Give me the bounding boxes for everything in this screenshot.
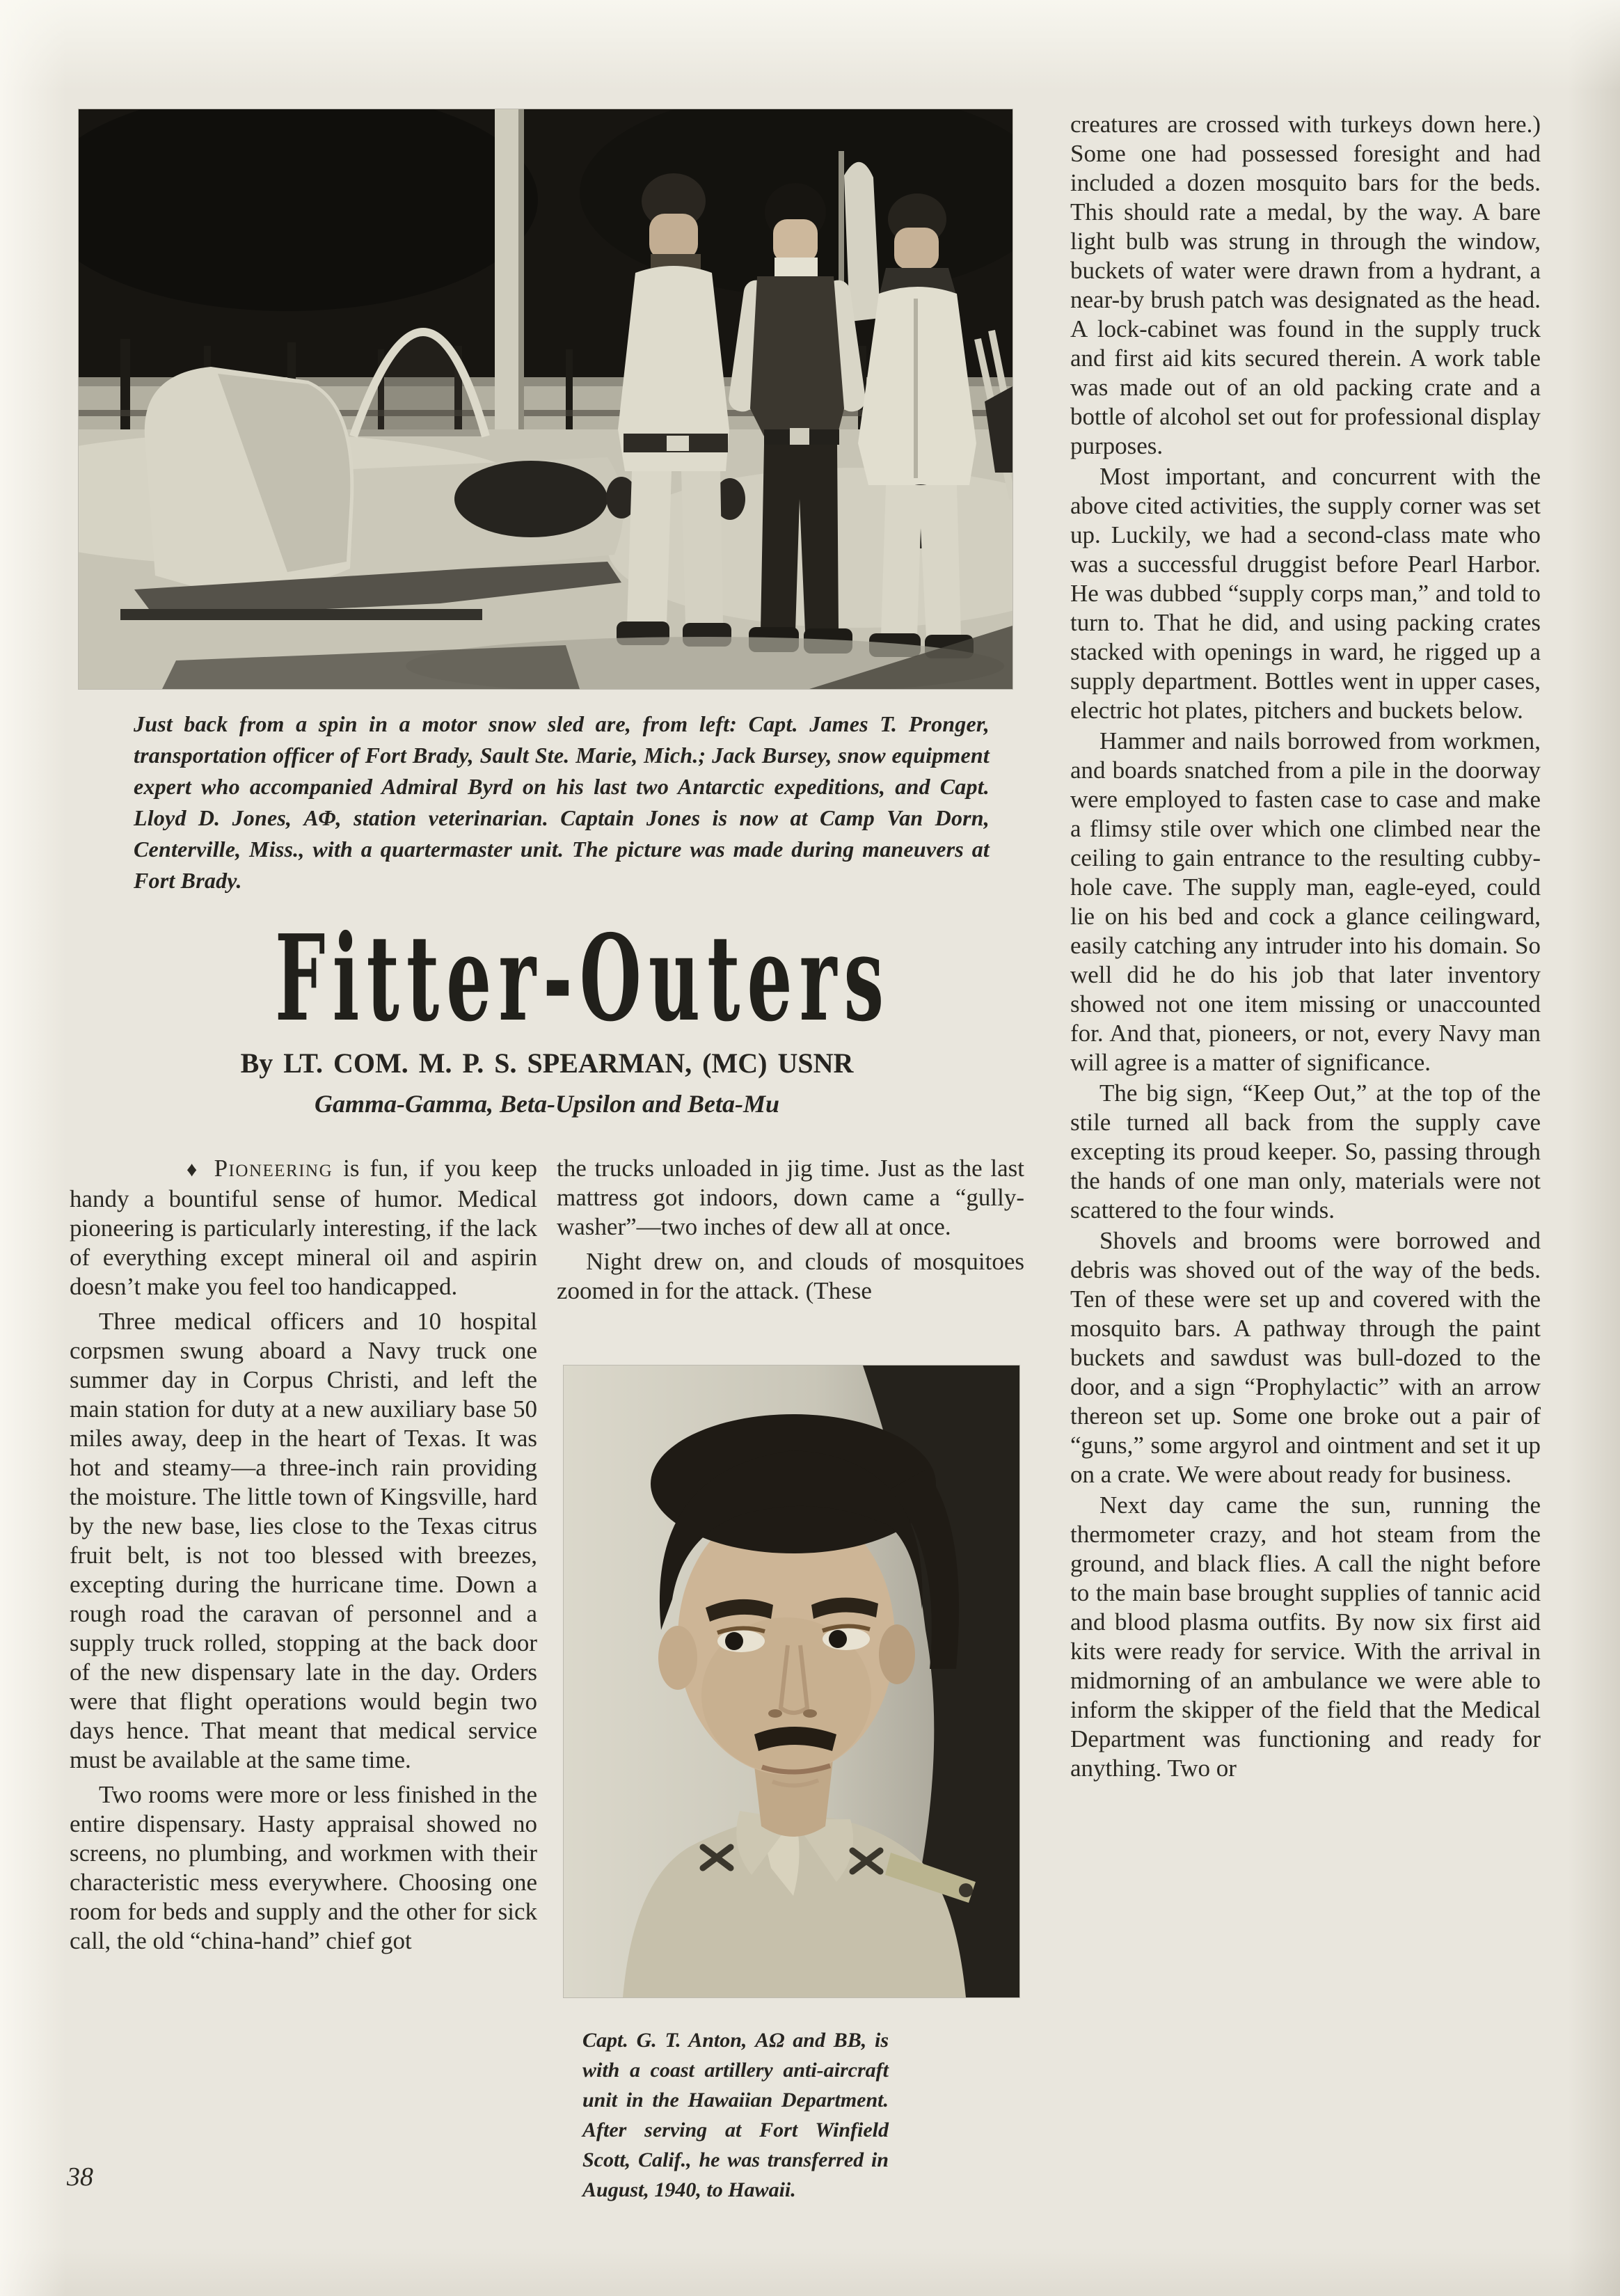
body-paragraph: creatures are crossed with turkeys down here.) Some one had possessed foresight and had included a dozen mosquito bars for the beds. This should rate a medal, by the way. A bare light bulb was strung in through the window, buckets of water were drawn from a hydrant, a near-by brush patch was designated as the head. A lock-cabinet was found in the supply truck and first aid kits secured therein. A work table was made out of an old packing crate and a bottle of alcohol set out for professional display purposes. [1070,111,1541,459]
page-number: 38 [67,2162,93,2192]
byline: By LT. COM. M. P. S. SPEARMAN, (MC) USNR [240,1047,854,1079]
body-paragraph: Next day came the sun, running the thermometer crazy, and hot steam from the ground, and black flies. A call the night before to the main base brought supplies of tannic acid and blood plasma outfits. By now six first aid kits were ready for service. With the arrival in midmorning of an ambulance we were able to inform the skipper of the field that the Medical Department was functioning and ready for anything. Two or [1070,1491,1541,1782]
masthead [70,909,1024,1118]
lead-text: is fun, if you keep handy a bountiful sense of humor. Medical pioneering is particularly interesting, if the lack of everything except mineral oil and aspirin doesn’t make you feel too handicapped. [70,1155,537,1300]
article-title: Fitter-Outers [275,909,891,1048]
snow-sled-photo [79,109,1012,689]
snow-sled-photo-illustration [79,109,1012,689]
left-column [70,1154,537,1956]
portrait-illustration [564,1365,1019,1997]
body-paragraph: Shovels and brooms were borrowed and debris was shoved out of the way of the beds. Ten of these were set up and covered with the mosquito bars. A pathway through the paint buckets and sawdust was bull-dozed to the door, and a sign “Prophylactic” with an arrow thereon set up. Some one broke out a pair of “guns,” some argyrol and ointment and set it up on a crate. We were about ready for business. [1070,1227,1541,1488]
chapter-designations: Gamma-Gamma, Beta-Upsilon and Beta-Mu [314,1090,780,1118]
portrait-caption: Capt. G. T. Anton, ΑΩ and ΒΒ, is with a coast artillery anti-aircraft unit in the Hawaiian Department. After serving at Fort Winfield Scott, Calif., he was transferred in August, 1940, to Hawaii. [582,2029,889,2201]
body-paragraph: Hammer and nails borrowed from workmen, and boards snatched from a pile in the doorway were employed to fasten case to case and make a flimsy stile over which one climbed near the ceiling to gain entrance to the resulting cubby-hole cave. The supply man, eagle-eyed, could lie on his bed and cock a glance ceilingward, easily catching any intruder into his domain. So well did he do his job that later inventory showed not one item missing or unaccounted for. And that, pioneers, or not, every Navy man will agree is a matter of significance. [1070,727,1541,1076]
body-paragraph: The big sign, “Keep Out,” at the top of the stile turned all back from the supply cave excepting its proud keeper. So, passing through the hands of one man only, materials were not scattered to the four winds. [1070,1079,1541,1224]
right-column [1070,110,1541,1783]
snow-photo-caption: Just back from a spin in a motor snow sled are, from left: Capt. James T. Pronger, transportation officer of Fort Brady, Sault Ste. Marie, Mich.; Jack Bursey, snow equipment expert who accompanied Admiral Byrd on his last two Antarctic expeditions, and Capt. Lloyd D. Jones, ΑΦ, station veterinarian. Captain Jones is now at Camp Van Dorn, Centerville, Miss., with a quartermaster unit. The picture was made during maneuvers at Fort Brady. [134,711,990,893]
body-paragraph: Most important, and concurrent with the above cited activities, the supply corner was set up. Luckily, we had a second-class mate who was a successful druggist before Pearl Harbor. He was dubbed “supply corps man,” and told to turn to. That he did, and using packing crates stacked with openings in ward, he rigged up a supply department. Bottles went in upper cases, electric hot plates, pitchers and buckets below. [1070,463,1541,724]
body-paragraph: Two rooms were more or less finished in the entire dispensary. Hasty appraisal showed no screens, no plumbing, and workmen with their characteristic mess everywhere. Choosing one room for beds and supply and the other for sick call, the old “china-hand” chief got [70,1781,537,1954]
diamond-bullet-icon: ♦ [186,1158,214,1181]
lead-paragraph [70,1154,537,1301]
body-paragraph: the trucks unloaded in jig time. Just as the last mattress got indoors, down came a “gully-washer”—two inches of dew all at once. [557,1155,1024,1240]
portrait-photo [564,1365,1019,1997]
lead-opening-word: Pioneering [214,1155,333,1182]
body-paragraph: Night drew on, and clouds of mosquitoes zoomed in for the attack. (These [557,1248,1024,1304]
body-paragraph: Three medical officers and 10 hospital corpsmen swung aboard a Navy truck one summer day in Corpus Christi, and left the main station for duty at a new auxiliary base 50 miles away, deep in the heart of Texas. It was hot and steamy—a three-inch rain providing the moisture. The little town of Kingsville, hard by the new base, lies close to the Texas citrus fruit belt, is not too blessed with breezes, excepting during the hurricane time. Down a rough road the caravan of personnel and a supply truck rolled, stopping at the back door of the new dispensary late in the day. Orders were that flight operations would begin two days hence. That meant that medical service must be available at the same time. [70,1308,537,1773]
middle-column [557,1154,1024,1306]
